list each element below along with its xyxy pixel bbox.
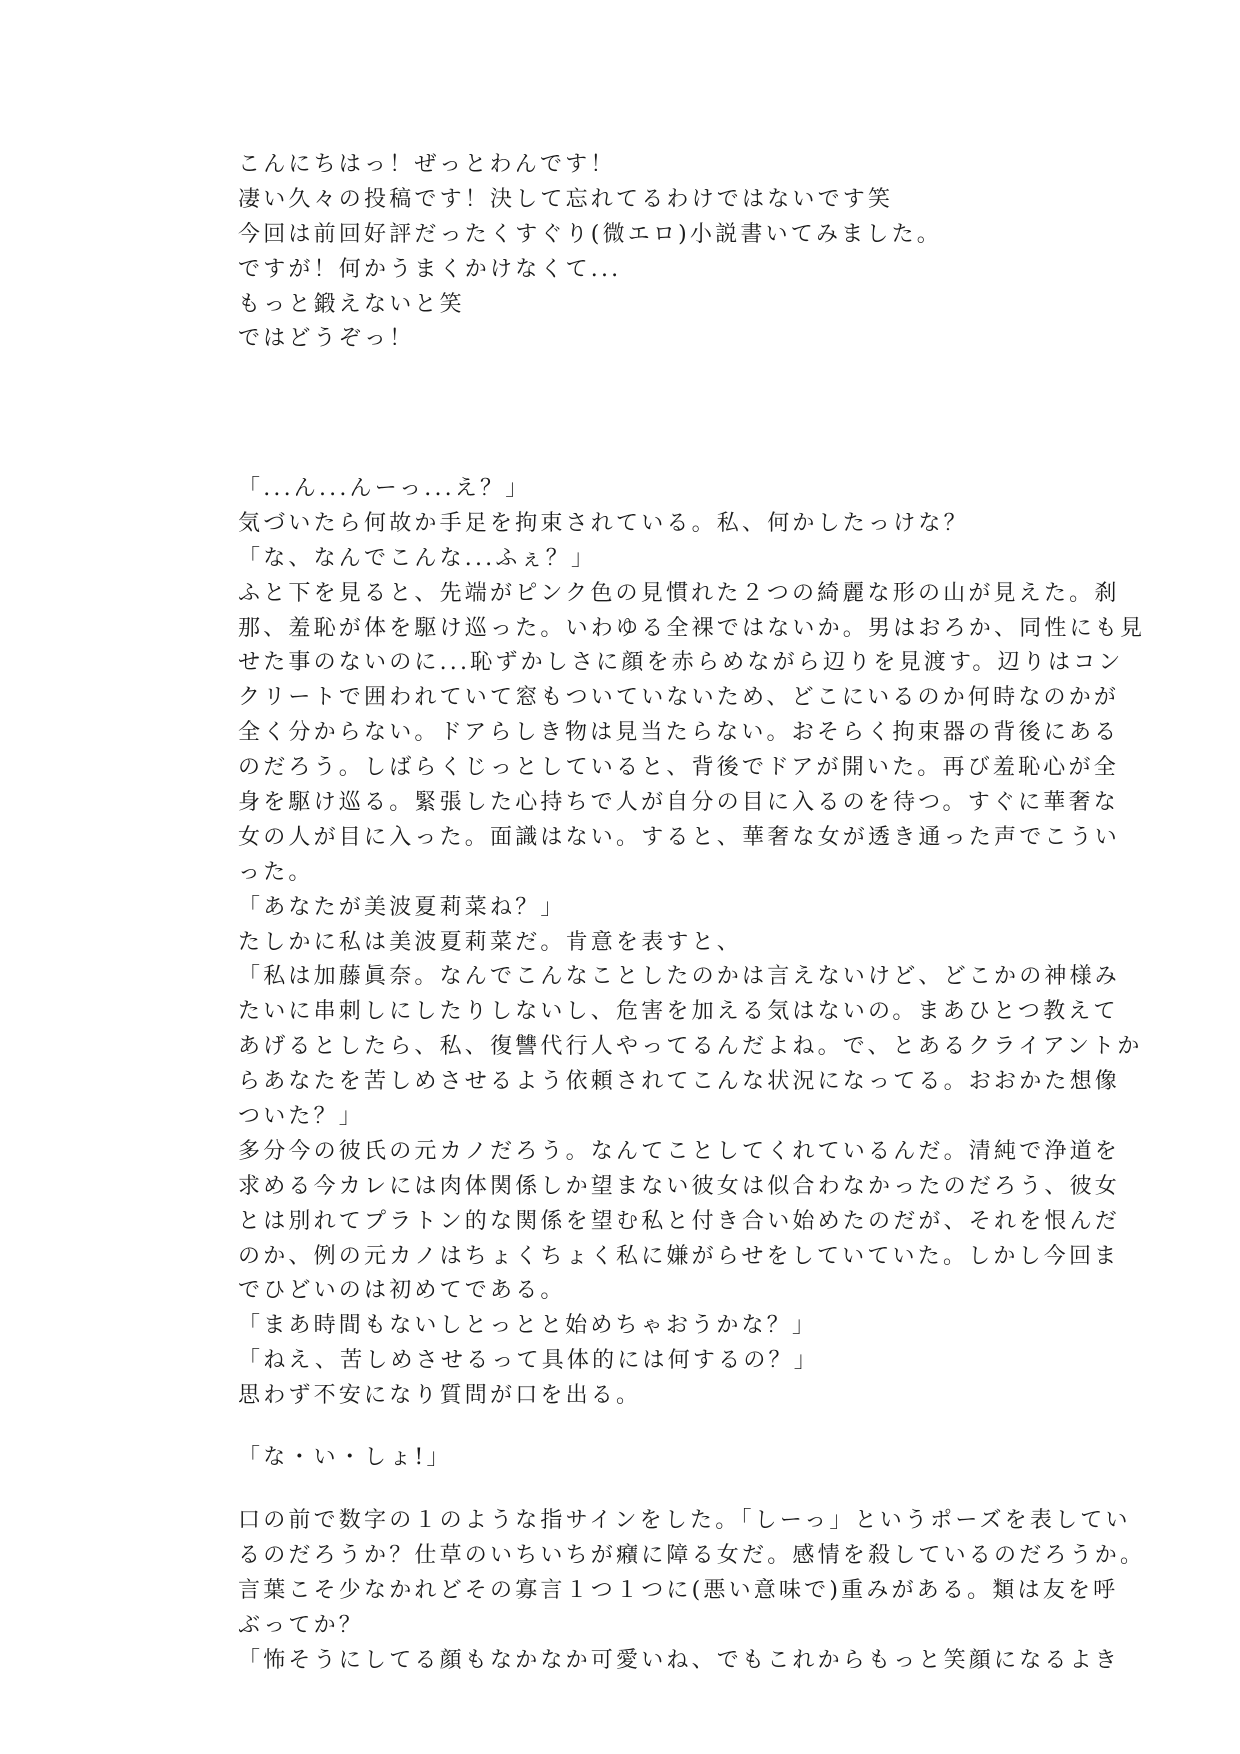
story-line: のか、例の元カノはちょくちょく私に嫌がらせをしていていた。しかし今回ま — [238, 1243, 1120, 1269]
story-line: ついた？」 — [238, 1104, 365, 1130]
story-line: たいに串刺しにしたりしないし、危害を加える気はないの。まあひとつ教えて — [238, 999, 1119, 1025]
story-line: 那、羞恥が体を駆け巡った。いわゆる全裸ではないか。男はおろか、同性にも見 — [238, 615, 1146, 641]
story-line: せた事のないのに...恥ずかしさに顔を赤らめながら辺りを見渡す。辺りはコン — [238, 650, 1124, 676]
story-line: たしかに私は美波夏莉菜だ。肯意を表すと、 — [238, 929, 743, 955]
story-line: った。 — [238, 859, 314, 885]
story-line: でひどいのは初めてである。 — [238, 1278, 566, 1304]
story-line: 女の人が目に入った。面識はない。すると、華奢な女が透き通った声でこうい — [238, 824, 1121, 850]
story-line: 「まあ時間もないしとっとと始めちゃおうかな？」 — [238, 1313, 818, 1339]
intro-line: 凄い久々の投稿です！決して忘れてるわけではないです笑 — [238, 186, 894, 212]
story-line: とは別れてプラトン的な関係を望む私と付き合い始めたのだが、それを恨んだ — [238, 1208, 1121, 1234]
story-line: 思わず不安になり質問が口を出る。 — [238, 1383, 642, 1409]
intro-line: こんにちはっ！ぜっとわんです！ — [238, 152, 616, 177]
story-line: 「...ん...んーっ...え？」 — [238, 476, 531, 501]
intro-line: 今回は前回好評だったくすぐり(微エロ)小説書いてみました。 — [238, 221, 942, 247]
story-line: 「ねえ、苦しめさせるって具体的には何するの？」 — [238, 1348, 819, 1374]
story-line: らあなたを苦しめさせるよう依頼されてこんな状況になってる。おおかた想像 — [238, 1069, 1121, 1095]
story-line: 多分今の彼氏の元カノだろう。なんてことしてくれているんだ。清純で浄道を — [238, 1138, 1121, 1164]
story-line: 言葉こそ少なかれどその寡言１つ１つに(悪い意味で)重みがある。類は友を呼 — [238, 1577, 1119, 1603]
story-line: 「あなたが美波夏莉菜ね？」 — [238, 894, 566, 920]
story-line: 「私は加藤眞奈。なんでこんなことしたのかは言えないけど、どこかの神様み — [238, 964, 1121, 990]
story-body — [238, 472, 1146, 1678]
story-line: のだろう。しばらくじっとしていると、背後でドアが開いた。再び羞恥心が全 — [238, 755, 1119, 781]
story-line: るのだろうか？仕草のいちいちが癪に障る女だ。感情を殺しているのだろうか。 — [238, 1542, 1146, 1568]
paragraph-gap — [238, 1476, 1008, 1504]
story-line: 全く分からない。ドアらしき物は見当たらない。おそらく拘束器の背後にある — [238, 720, 1120, 746]
paragraph-gap — [238, 1414, 1008, 1441]
author-intro — [238, 148, 1008, 357]
intro-line: もっと鍛えないと笑 — [238, 291, 465, 317]
story-line: ふと下を見ると、先端がピンク色の見慣れた２つの綺麗な形の山が見えた。刹 — [238, 580, 1120, 606]
story-line: 身を駆け巡る。緊張した心持ちで人が自分の目に入るのを待つ。すぐに華奢な — [238, 790, 1119, 816]
story-line: 求める今カレには肉体関係しか望まない彼女は似合わなかったのだろう、彼女 — [238, 1173, 1121, 1199]
intro-line: ではどうぞっ！ — [238, 326, 415, 352]
story-line: 気づいたら何故か手足を拘束されている。私、何かしたっけな？ — [238, 510, 969, 536]
story-line: ぶってか？ — [238, 1612, 365, 1638]
intro-line: ですが！何かうまくかけなくて... — [238, 256, 622, 282]
story-line: 口の前で数字の１のような指サインをした。「しーっ」というポーズを表してい — [238, 1507, 1131, 1533]
whisper-line: 「な・い・しょ!」 — [238, 1445, 452, 1471]
story-line: 「な、なんでこんな...ふぇ？」 — [238, 545, 597, 571]
story-line: 「怖そうにしてる顔もなかなか可愛いね、でもこれからもっと笑顔になるよき — [238, 1647, 1121, 1673]
story-line: あげるとしたら、私、復讐代行人やってるんだよね。で、とあるクライアントか — [238, 1034, 1143, 1060]
story-line: クリートで囲われていて窓もついていないため、どこにいるのか何時なのかが — [238, 685, 1120, 711]
